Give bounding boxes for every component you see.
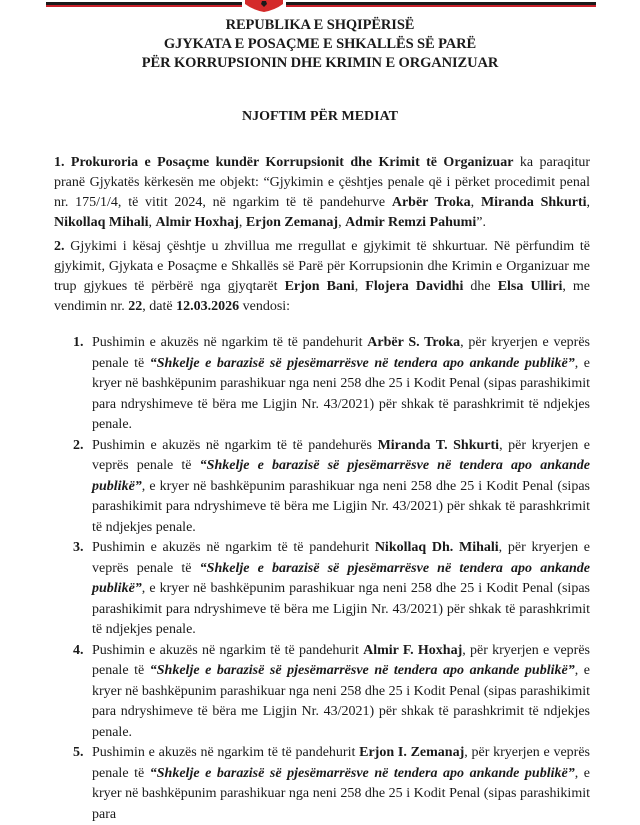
defendant-name: Miranda T. Shkurti: [377, 437, 500, 453]
page-title: NJOFTIM PËR MEDIAT: [241, 109, 399, 124]
decision-number: 1.: [73, 335, 84, 350]
decision-number: 22: [128, 299, 143, 314]
defendant-name: Almir Hoxhaj: [155, 215, 239, 230]
decision-number: 5.: [73, 745, 84, 760]
defendant-name: Erjon Zemanaj: [245, 215, 339, 230]
defendant-name: Nikollaq Dh. Mihali: [374, 540, 499, 555]
defendant-name: Nikollaq Mihali: [54, 215, 149, 230]
defendant-name: Erjon I. Zemanaj: [359, 745, 465, 760]
paragraph-2: 2. Gjykimi i kësaj çështje u zhvillua me rregullat e gjykimit të shkurtuar. Në përfundim të gjykimit, Gjykata e Posaçme e Shkallës së Parë për Korrupsionin dhe Krimin e Organizuar me trup gjykues të përbërë nga gjyqtarët Erjon Bani, Flojera Davidhi dhe Elsa Ulliri, me vendimin nr. 22, datë 12.03.2026 vendosi:: [54, 239, 591, 314]
offense-name: “Shkelje e barazisë së pjesëmarrësve në tendera apo ankande publikë”: [92, 560, 590, 596]
paragraph-1-number: 1.: [54, 155, 65, 170]
paragraph-1: 1. Prokuroria e Posaçme kundër Korrupsionit dhe Krimit të Organizuar ka paraqitur pranë Gjykatës kërkesën me objekt: “Gjykimin e çështjes penale që i përket procedimit penal nr. 175/1/4, të vitit 2024, në ngarkim të të pandehurve Arbër Troka, Miranda Shkurti, Nikollaq Mihali, Almir Hoxhaj, Erjon Zemanaj, Admir Remzi Pahumi”.: [54, 155, 591, 230]
defendant-name: Admir Remzi Pahumi: [345, 215, 477, 230]
offense-name: “Shkelje e barazisë së pjesëmarrësve në tendera apo ankande publikë”: [149, 765, 575, 781]
offense-name: “Shkelje e barazisë së pjesëmarrësve në tendera apo ankande publikë”: [92, 458, 590, 494]
banner-bar-left: [46, 2, 242, 7]
offense-name: “Shkelje e barazisë së pjesëmarrësve në tendera apo ankande publikë”: [149, 355, 575, 371]
decision-number: 3.: [73, 540, 84, 555]
banner-bar-right: [286, 2, 596, 7]
court-header: [0, 16, 640, 73]
decision-number: 2.: [73, 437, 84, 453]
header-republic: REPUBLIKA E SHQIPËRISË: [225, 17, 415, 33]
decision-number: 4.: [73, 642, 84, 658]
header-banner: [0, 0, 640, 14]
defendant-name: Arbër Troka: [391, 195, 471, 210]
judge-name: Erjon Bani: [284, 279, 355, 294]
decision-item: 5. Pushimin e akuzës në ngarkim të të pandehurit Erjon I. Zemanaj, për kryerjen e veprës penale të “Shkelje e barazisë së pjesëmarrësve në tendera apo ankande publikë”, e kryer në bashkëpunim parashikuar nga neni 258 dhe 25 i Kodit Penal (sipas parashikimit para: [73, 745, 590, 822]
header-court-scope: PËR KORRUPSIONIN DHE KRIMIN E ORGANIZUAR: [141, 55, 499, 71]
decision-item: 4. Pushimin e akuzës në ngarkim të të pandehurit Almir F. Hoxhaj, për kryerjen e veprës penale të “Shkelje e barazisë së pjesëmarrësve në tendera apo ankande publikë”, e kryer në bashkëpunim parashikuar nga neni 258 dhe 25 i Kodit Penal (sipas parashikimit para ndryshimeve të bëra me Ligjin Nr. 43/2021) për shkak të parashkrimit të ndjekjes penale.: [73, 642, 590, 740]
defendant-name: Almir F. Hoxhaj: [363, 642, 463, 658]
header-court-name: GJYKATA E POSAÇME E SHKALLËS SË PARË: [163, 36, 477, 52]
decision-item: 3. Pushimin e akuzës në ngarkim të të pandehurit Nikollaq Dh. Mihali, për kryerjen e veprës penale të “Shkelje e barazisë së pjesëmarrësve në tendera apo ankande publikë”, e kryer në bashkëpunim parashikuar nga neni 258 dhe 25 i Kodit Penal (sipas parashikimit para ndryshimeve të bëra me Ligjin Nr. 43/2021) për shkak të parashkrimit të ndjekjes penale.: [73, 540, 591, 637]
decision-item: 2. Pushimin e akuzës në ngarkim të të pandehurës Miranda T. Shkurti, për kryerjen e veprës penale të “Shkelje e barazisë së pjesëmarrësve në tendera apo ankande publikë”, e kryer në bashkëpunim parashikuar nga neni 258 dhe 25 i Kodit Penal (sipas parashikimit para ndryshimeve të bëra me Ligjin Nr. 43/2021) për shkak të parashkrimit të ndjekjes penale.: [73, 437, 590, 535]
defendant-name: Miranda Shkurti: [480, 195, 587, 210]
decisions-list: [54, 333, 590, 825]
offense-name: “Shkelje e barazisë së pjesëmarrësve në tendera apo ankande publikë”: [149, 663, 575, 678]
judge-name: Flojera Davidhi: [365, 279, 464, 294]
defendant-name: Arbër S. Troka: [367, 335, 461, 350]
decision-item: 1. Pushimin e akuzës në ngarkim të të pandehurit Arbër S. Troka, për kryerjen e veprës penale të “Shkelje e barazisë së pjesëmarrësve në tendera apo ankande publikë”, e kryer në bashkëpunim parashikuar nga neni 258 dhe 25 i Kodit Penal (sipas parashikimit para ndryshimeve të bëra me Ligjin Nr. 43/2021) për shkak të parashkrimit të ndjekjes penale.: [73, 335, 590, 432]
paragraph-2-number: 2.: [54, 239, 65, 254]
prosecutor-office: Prokuroria e Posaçme kundër Korrupsionit dhe Krimit të Organizuar: [70, 155, 514, 170]
albanian-eagle-emblem-icon: [243, 0, 285, 12]
paragraph-1-text: ka paraqitur pranë Gjykatës kërkesën me objekt: “Gjykimin e çështjes penale që i përket procedimit penal nr. 175/1/4, të vitit 2024, në ngarkim të të pandehurve: [54, 155, 591, 210]
decision-date: 12.03.2026: [176, 299, 240, 314]
judge-name: Elsa Ulliri: [497, 279, 563, 294]
